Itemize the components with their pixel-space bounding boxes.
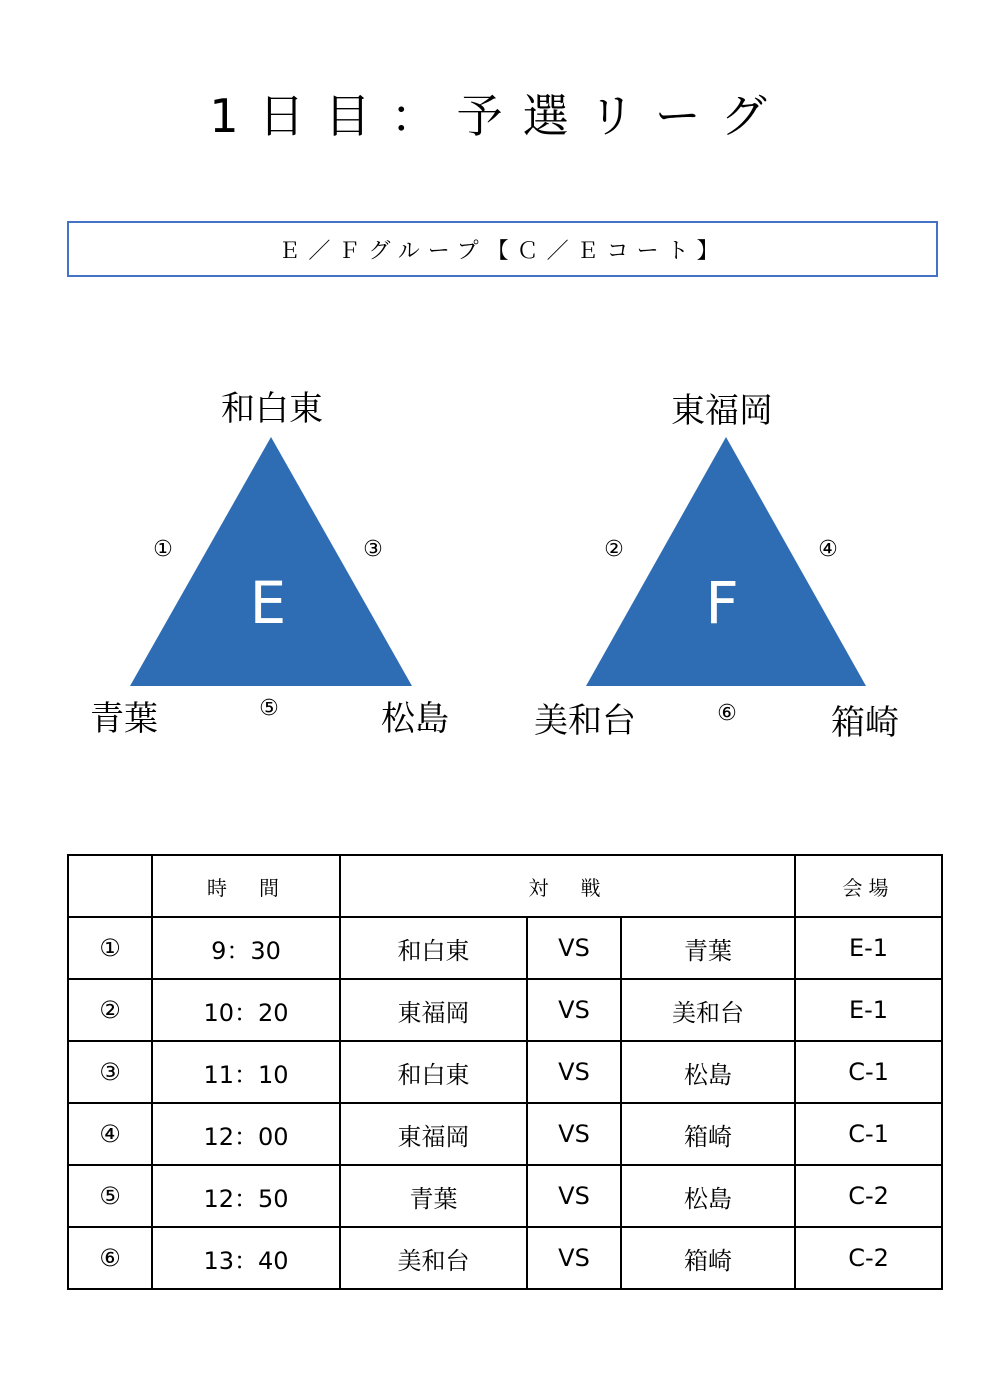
vs-label: VS bbox=[527, 917, 621, 979]
match-no: ① bbox=[68, 917, 152, 979]
away-team: 松島 bbox=[621, 1041, 795, 1103]
group-f-bottom-match: ⑥ bbox=[717, 701, 737, 726]
table-row bbox=[68, 1103, 942, 1165]
group-f-top-team: 東福岡 bbox=[671, 391, 773, 431]
group-e-bottom-left-team: 青葉 bbox=[90, 699, 158, 739]
match-no: ④ bbox=[68, 1103, 152, 1165]
venue: C-1 bbox=[795, 1103, 942, 1165]
group-e-letter: E bbox=[249, 569, 287, 637]
match-time: 12：50 bbox=[152, 1165, 340, 1227]
group-header-box bbox=[67, 221, 938, 277]
schedule-table bbox=[67, 854, 943, 1290]
group-e-right-match: ③ bbox=[363, 537, 383, 562]
home-team: 青葉 bbox=[340, 1165, 527, 1227]
group-f-bottom-left-team: 美和台 bbox=[534, 701, 636, 741]
header-time: 時 間 bbox=[152, 855, 340, 917]
table-row bbox=[68, 1165, 942, 1227]
home-team: 東福岡 bbox=[340, 979, 527, 1041]
match-no: ③ bbox=[68, 1041, 152, 1103]
header-no bbox=[68, 855, 152, 917]
match-time: 11：10 bbox=[152, 1041, 340, 1103]
schedule-header-row bbox=[68, 855, 942, 917]
group-e-left-match: ① bbox=[153, 537, 173, 562]
match-no: ⑤ bbox=[68, 1165, 152, 1227]
venue: E-1 bbox=[795, 917, 942, 979]
match-time: 13：40 bbox=[152, 1227, 340, 1289]
group-e-diagram bbox=[90, 389, 449, 739]
away-team: 松島 bbox=[621, 1165, 795, 1227]
group-f-left-match: ② bbox=[604, 537, 624, 562]
vs-label: VS bbox=[527, 1165, 621, 1227]
vs-label: VS bbox=[527, 1227, 621, 1289]
home-team: 美和台 bbox=[340, 1227, 527, 1289]
table-row bbox=[68, 979, 942, 1041]
vs-label: VS bbox=[527, 1041, 621, 1103]
home-team: 東福岡 bbox=[340, 1103, 527, 1165]
away-team: 青葉 bbox=[621, 917, 795, 979]
vs-label: VS bbox=[527, 979, 621, 1041]
home-team: 和白東 bbox=[340, 1041, 527, 1103]
group-f-bottom-right-team: 箱崎 bbox=[831, 703, 899, 743]
group-e-bottom-right-team: 松島 bbox=[381, 699, 449, 739]
match-time: 10：20 bbox=[152, 979, 340, 1041]
away-team: 箱崎 bbox=[621, 1227, 795, 1289]
venue: C-2 bbox=[795, 1227, 942, 1289]
table-row bbox=[68, 1227, 942, 1289]
match-time: 12：00 bbox=[152, 1103, 340, 1165]
table-row bbox=[68, 1041, 942, 1103]
header-match: 対 戦 bbox=[340, 855, 795, 917]
venue: E-1 bbox=[795, 979, 942, 1041]
away-team: 箱崎 bbox=[621, 1103, 795, 1165]
group-e-top-team: 和白東 bbox=[221, 389, 323, 429]
group-f-right-match: ④ bbox=[818, 537, 838, 562]
home-team: 和白東 bbox=[340, 917, 527, 979]
vs-label: VS bbox=[527, 1103, 621, 1165]
away-team: 美和台 bbox=[621, 979, 795, 1041]
venue: C-1 bbox=[795, 1041, 942, 1103]
group-f-letter: F bbox=[705, 569, 739, 637]
match-no: ⑥ bbox=[68, 1227, 152, 1289]
match-no: ② bbox=[68, 979, 152, 1041]
group-f-diagram bbox=[534, 391, 899, 743]
match-time: 9：30 bbox=[152, 917, 340, 979]
group-e-bottom-match: ⑤ bbox=[259, 696, 279, 721]
group-header-text: Ｅ／Ｆグループ【Ｃ／Ｅコート】 bbox=[278, 238, 727, 264]
header-venue: 会場 bbox=[795, 855, 942, 917]
table-row bbox=[68, 917, 942, 979]
venue: C-2 bbox=[795, 1165, 942, 1227]
league-diagram bbox=[0, 380, 996, 760]
page-title: 1日目：予選リーグ bbox=[209, 89, 787, 143]
